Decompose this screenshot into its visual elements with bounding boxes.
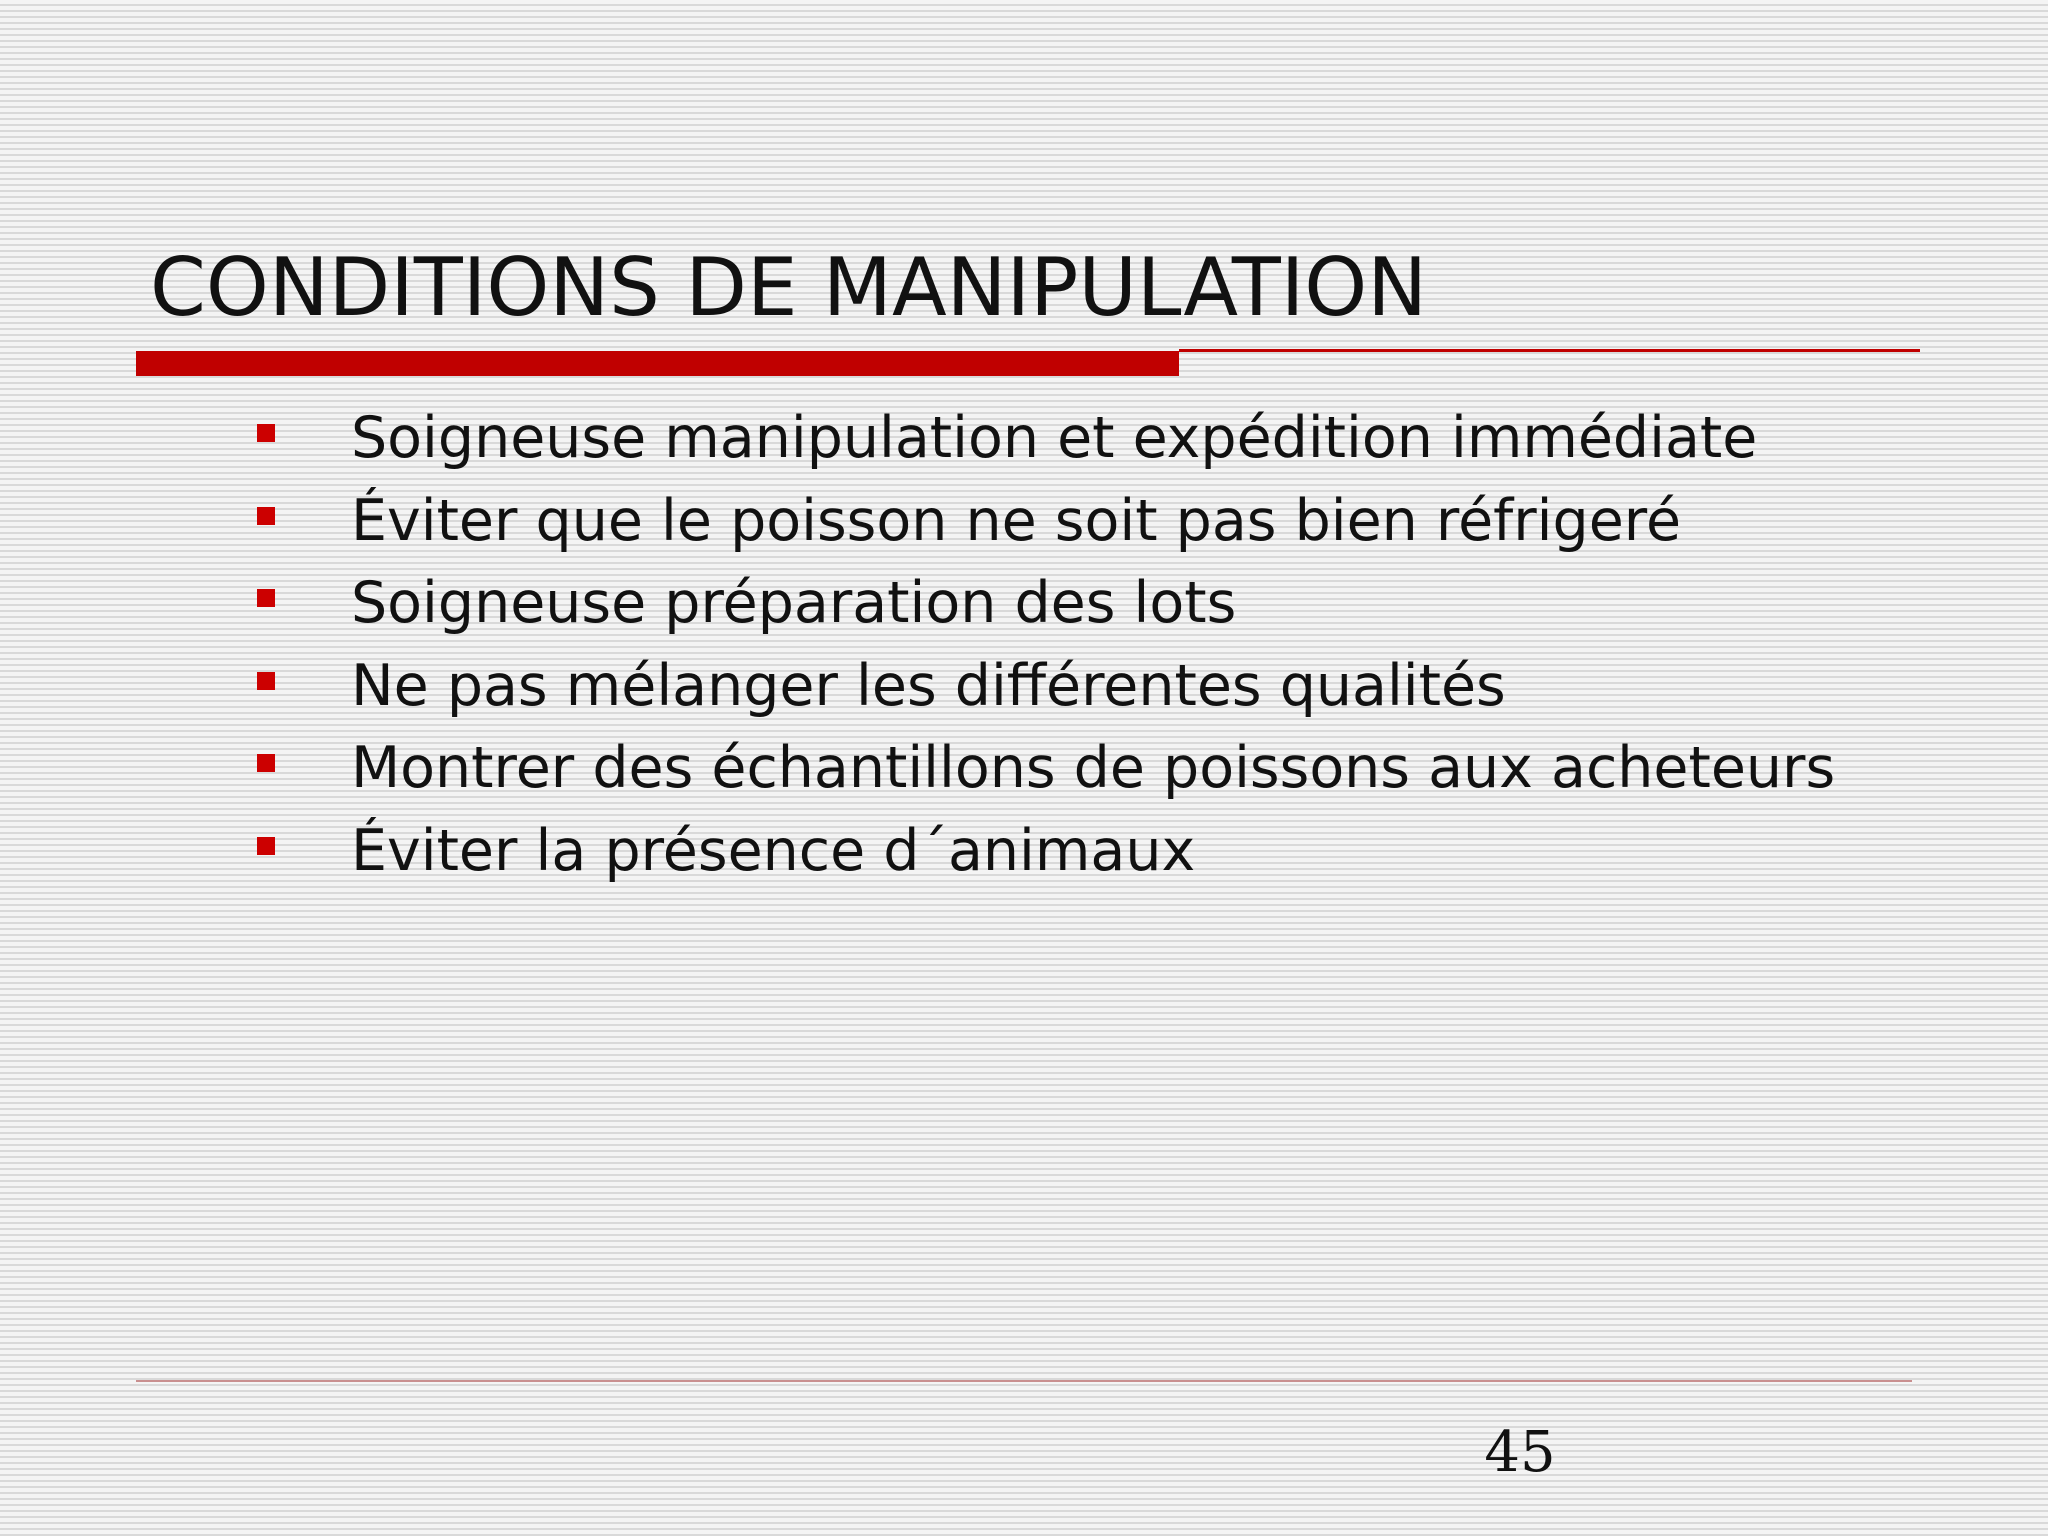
title-underline-thick (136, 351, 1179, 376)
bullet-text: Soigneuse préparation des lots (351, 570, 1237, 637)
bullet-text: Éviter la présence d´animaux (351, 817, 1196, 884)
slide-title: CONDITIONS DE MANIPULATION (150, 241, 1428, 334)
bullet-text: Montrer des échantillons de poissons aux acheteurs (351, 735, 1836, 802)
square-bullet-icon (257, 507, 275, 525)
page-number: 45 (1484, 1420, 1556, 1485)
square-bullet-icon (257, 589, 275, 607)
bullet-text: Ne pas mélanger les différentes qualités (351, 652, 1506, 719)
title-underline-thin (1179, 349, 1920, 352)
footer-divider (136, 1380, 1912, 1382)
bullet-text: Soigneuse manipulation et expédition immédiate (351, 405, 1758, 471)
square-bullet-icon (257, 672, 275, 690)
square-bullet-icon (257, 754, 275, 772)
square-bullet-icon (257, 837, 275, 855)
bullet-text: Éviter que le poisson ne soit pas bien réfrigeré (351, 487, 1682, 554)
square-bullet-icon (257, 424, 275, 442)
